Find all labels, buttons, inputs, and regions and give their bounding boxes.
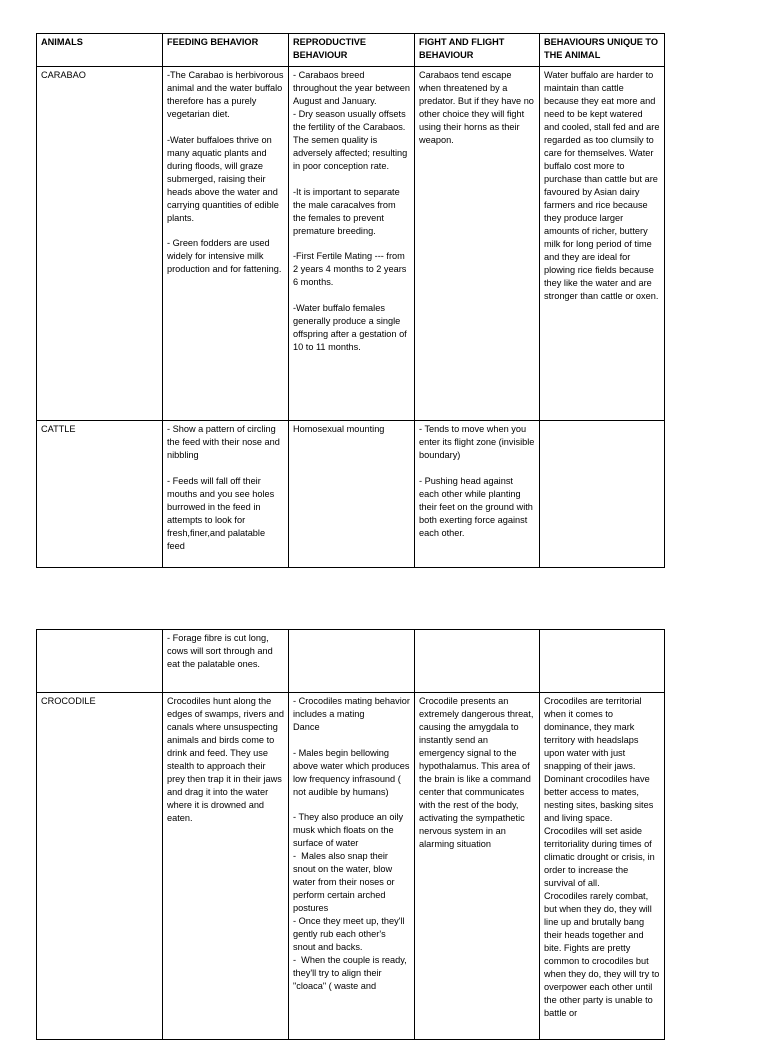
crocodile-fight-flight-cell: [415, 693, 540, 1040]
carabao-reproductive-para: -First Fertile Mating --- from 2 years 4 months to 2 years 6 months.: [293, 251, 409, 287]
header-row: [37, 34, 665, 67]
cattle-fight-flight-cell: [415, 421, 540, 568]
carabao-feeding-para: -The Carabao is herbivorous animal and the water buffalo therefore has a purely vegetarian diet.: [167, 70, 286, 119]
cattle-feeding-para: - Feeds will fall off their mouths and you see holes burrowed in the feed in attempts to look for fresh,finer,and palatable feed: [167, 475, 277, 551]
carabao-fight-flight-text: Carabaos tend escape when threatened by a predator. But if they have no other choice they will fight using their horns as their weapon.: [419, 70, 537, 145]
header-feeding-behavior: FEEDING BEHAVIOR: [163, 34, 289, 67]
crocodile-reproductive-para: - They also produce an oily musk which floats on the surface of water - Males also snap their snout on the water, blow water from their noses or perform certain arched postures - Once they meet up, they'll gently rub each other's snout and backs. - When the couple is ready, they'll try to align their "cloaca" ( waste and: [293, 812, 407, 991]
cattle-cont-reproductive-cell: [289, 630, 415, 693]
cattle-feeding-para: - Show a pattern of circling the feed with their nose and nibbling: [167, 424, 283, 460]
header-animals: ANIMALS: [37, 34, 163, 67]
table-row-cattle-continued: [37, 630, 665, 693]
table-row-crocodile: [37, 693, 665, 1040]
header-fight-flight-behaviour: FIGHT AND FLIGHT BEHAVIOUR: [415, 34, 540, 67]
crocodile-reproductive-para: - Crocodiles mating behavior includes a mating Dance: [293, 696, 410, 732]
cattle-cont-fight-flight-cell: [415, 630, 540, 693]
header-unique-behaviours: BEHAVIOURS UNIQUE TO THE ANIMAL: [540, 34, 665, 67]
cattle-feeding-cell: [163, 421, 289, 568]
carabao-reproductive-cell: [289, 67, 415, 421]
cattle-fight-flight-para: - Pushing head against each other while planting their feet on the ground with both exerting force against each other.: [419, 475, 536, 538]
behavior-table-page2: [36, 629, 665, 1040]
carabao-reproductive-para: - Carabaos breed throughout the year between August and January. - Dry season usually offsets the fertility of the Carabaos. The semen quality is adversely affected; resulting in poor conception rate.: [293, 70, 410, 171]
carabao-animal-cell: CARABAO: [37, 67, 163, 421]
crocodile-feeding-cell: [163, 693, 289, 1040]
carabao-unique-cell: [540, 67, 665, 421]
carabao-feeding-para: - Green fodders are used widely for intensive milk production and for fattening.: [167, 238, 282, 274]
cattle-reproductive-cell: [289, 421, 415, 568]
crocodile-unique-cell: [540, 693, 665, 1040]
carabao-fight-flight-cell: [415, 67, 540, 421]
carabao-unique-text: Water buffalo are harder to maintain than cattle because they eat more and need to be kept watered and cooled, stall fed and are regarded as too clumsily to care for themselves. Water buffalo cost more to purchase than cattle but are favoured by Asian dairy farmers and rice because they produce larger amounts of richer, buttery milk for long period of time and they are ideal for plowing rice fields because they like the water and are stronger than cattle or oxen.: [544, 70, 662, 301]
cattle-fight-flight-para: - Tends to move when you enter its flight zone (invisible boundary): [419, 424, 537, 460]
cattle-unique-cell: [540, 421, 665, 568]
carabao-feeding-cell: [163, 67, 289, 421]
crocodile-animal-cell: CROCODILE: [37, 693, 163, 1040]
carabao-reproductive-para: -It is important to separate the male caracalves from the females to prevent premature breeding.: [293, 186, 403, 236]
cattle-cont-unique-cell: [540, 630, 665, 693]
table-row-cattle: [37, 421, 665, 568]
crocodile-reproductive-cell: [289, 693, 415, 1040]
behavior-table-page1: [36, 33, 665, 568]
crocodile-reproductive-para: - Males begin bellowing above water which produces low frequency infrasound ( not audible by humans): [293, 747, 413, 797]
cattle-reproductive-text: Homosexual mounting: [293, 424, 385, 434]
table-row-carabao: [37, 67, 665, 421]
cattle-animal-cell: CATTLE: [37, 421, 163, 568]
crocodile-feeding-text: Crocodiles hunt along the edges of swamps, rivers and canals where unsuspecting animals and birds come to drink and feed. They use stealth to approach their prey then trap it in their jaws and drag it into the water where it is drowned and eaten.: [167, 696, 287, 823]
carabao-reproductive-para: -Water buffalo females generally produce a single offspring after a gestation of 10 to 11 months.: [293, 302, 410, 352]
crocodile-fight-flight-text: Crocodile presents an extremely dangerous threat, causing the amygdala to instantly send an emergency signal to the hypothalamus. This area of the brain is like a command center that communicates with the rest of the body, activating the sympathetic nervous system in an alarming situation: [419, 696, 536, 849]
cattle-cont-feeding-cell: [163, 630, 289, 693]
cattle-cont-feeding-text: - Forage fibre is cut long, cows will sort through and eat the palatable ones.: [167, 633, 276, 669]
crocodile-unique-text: Crocodiles are territorial when it comes to dominance, they mark territory with headslaps upon water with just snapping of their jaws. Dominant crocodiles have better access to mates, nesting sites, basking sites and living space. Crocodiles will set aside territoriality during times of climatic drought or crisis, in order to increase the survival of all. Crocodiles rarely combat, but when they do, they will line up and brutally bang their heads together and bite. Fights are pretty common to crocodiles but when they do, they will try to overpower each other until the other party is unable to battle or: [544, 696, 660, 1018]
carabao-feeding-para: -Water buffaloes thrive on many aquatic plants and during floods, will graze submerged, raising their heads above the water and carrying quantities of edible plants.: [167, 134, 282, 223]
cattle-cont-animal-cell: [37, 630, 163, 693]
header-reproductive-behaviour: REPRODUCTIVE BEHAVIOUR: [289, 34, 415, 67]
